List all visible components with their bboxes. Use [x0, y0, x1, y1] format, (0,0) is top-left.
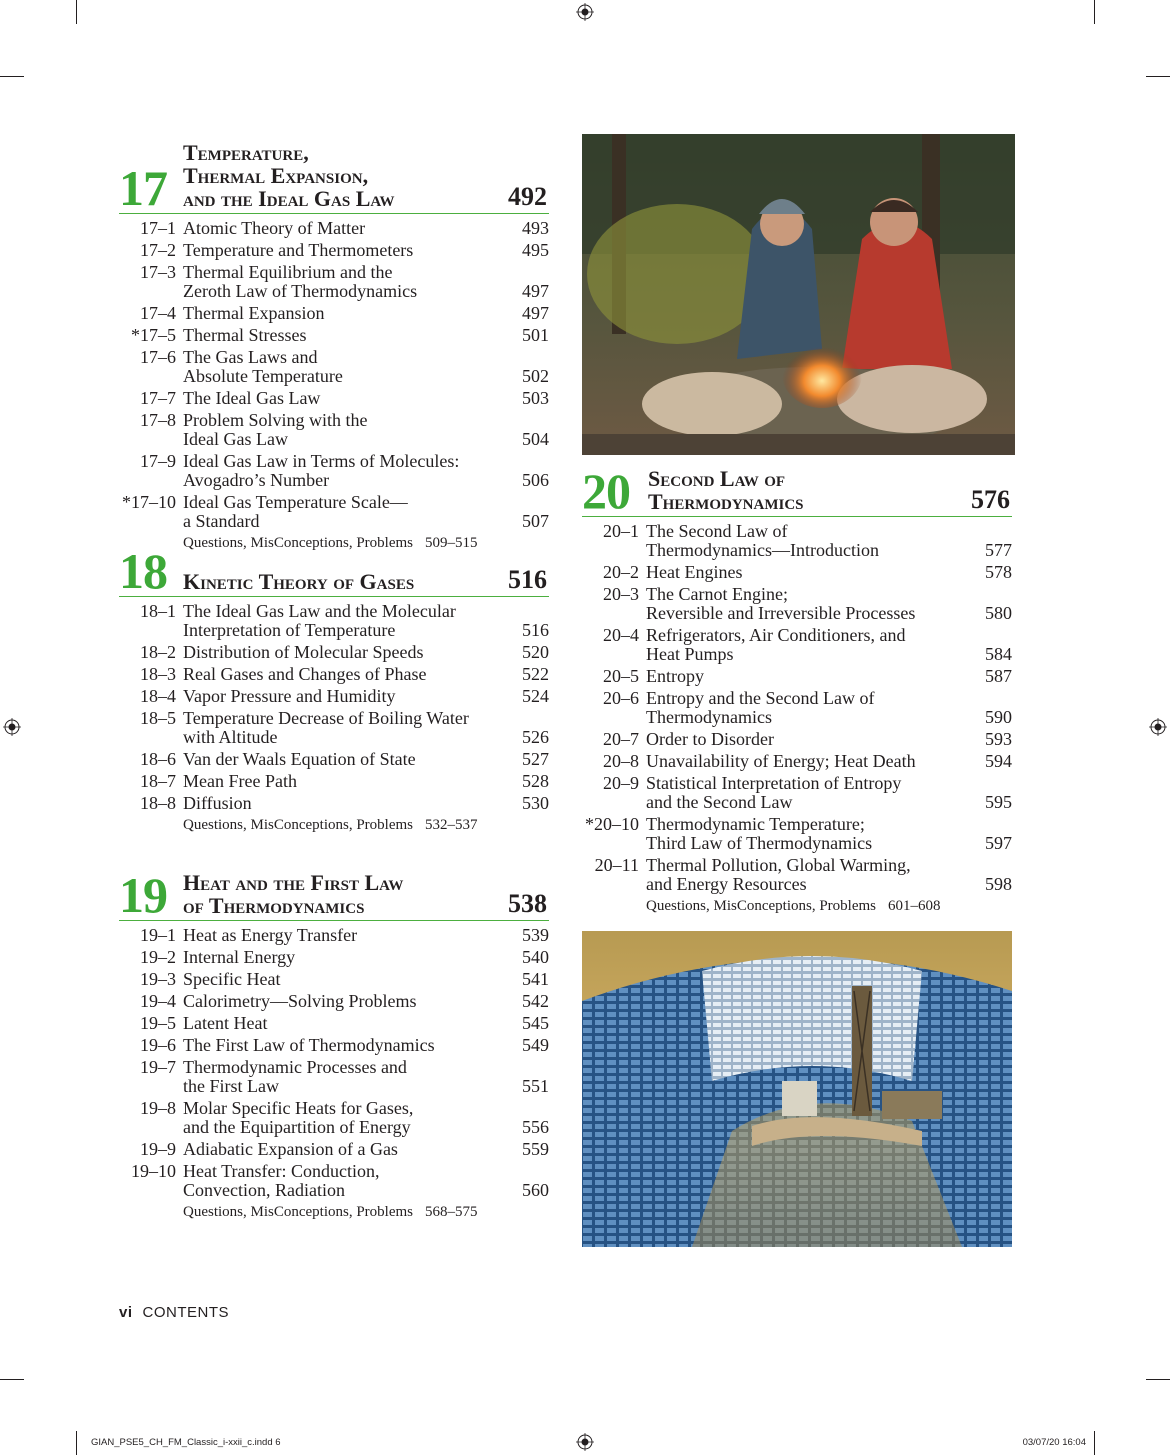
section-number: 17–9 — [140, 451, 176, 471]
section-title: and Energy Resources — [646, 874, 807, 894]
section-number: 18–2 — [140, 642, 176, 662]
chapter-heading — [582, 458, 1012, 517]
crop-mark — [0, 76, 24, 77]
section-title: Van der Waals Equation of State — [183, 749, 416, 769]
page-footer — [119, 1304, 229, 1321]
questions-pages: 601–608 — [888, 898, 941, 914]
date-slug: 03/07/20 16:04 — [1022, 1437, 1086, 1448]
chapter-page: 516 — [508, 565, 547, 594]
section-title: Heat as Energy Transfer — [183, 925, 358, 945]
section-number: 18–5 — [140, 708, 176, 728]
section-page: 559 — [522, 1139, 549, 1159]
questions-entry[interactable] — [119, 1203, 549, 1222]
section-page: 578 — [985, 562, 1012, 582]
chapter-number: 18 — [119, 543, 167, 599]
section-number: 19–6 — [140, 1035, 176, 1055]
section-page: 545 — [522, 1013, 549, 1033]
section-page: 597 — [985, 833, 1012, 853]
toc-entry[interactable] — [119, 602, 549, 640]
section-page: 551 — [522, 1076, 549, 1096]
section-title: Atomic Theory of Matter — [183, 218, 366, 238]
toc-entry[interactable] — [119, 219, 549, 238]
section-number: 17–1 — [140, 218, 176, 238]
chapter-page: 492 — [508, 182, 547, 211]
section-number: 18–4 — [140, 686, 176, 706]
section-title: Third Law of Thermodynamics — [646, 833, 873, 853]
toc-entry[interactable] — [119, 1014, 549, 1033]
section-title: Diffusion — [183, 793, 252, 813]
section-title: Distribution of Molecular Speeds — [183, 642, 424, 662]
section-number: *17–10 — [122, 492, 176, 512]
section-number: 18–3 — [140, 664, 176, 684]
section-title: Ideal Gas Law in Terms of Molecules: — [183, 451, 460, 471]
chapter-title-line: Thermal Expansion, — [183, 163, 369, 188]
section-page: 506 — [522, 470, 549, 490]
section-page: 587 — [985, 666, 1012, 686]
chapter-number: 20 — [582, 463, 630, 519]
section-page: 542 — [522, 991, 549, 1011]
toc-entry[interactable] — [119, 1036, 549, 1055]
toc-entry[interactable] — [119, 452, 549, 490]
section-page: 594 — [985, 751, 1012, 771]
section-page: 527 — [522, 749, 549, 769]
section-title: Calorimetry—Solving Problems — [183, 991, 417, 1011]
toc-entry[interactable] — [119, 794, 549, 813]
section-page: 495 — [522, 240, 549, 260]
section-title: The Carnot Engine; — [646, 584, 788, 604]
crop-mark — [1094, 1431, 1095, 1455]
chapter-heading — [119, 134, 549, 214]
section-title: Zeroth Law of Thermodynamics — [183, 281, 418, 301]
toc-entry[interactable] — [582, 626, 1012, 664]
section-title: Latent Heat — [183, 1013, 268, 1033]
chapter-title-line: Heat and the First Law — [183, 870, 404, 895]
section-title: The Second Law of — [646, 521, 788, 541]
section-number: 20–3 — [603, 584, 639, 604]
chapter-title-line: Thermodynamics — [648, 489, 804, 514]
toc-entry[interactable] — [119, 772, 549, 791]
registration-mark-icon — [1149, 718, 1167, 736]
section-page: 549 — [522, 1035, 549, 1055]
toc-entry[interactable] — [119, 411, 549, 449]
section-number: 20–6 — [603, 688, 639, 708]
section-title: Refrigerators, Air Conditioners, and — [646, 625, 906, 645]
section-number: 20–5 — [603, 666, 639, 686]
section-page: 497 — [522, 303, 549, 323]
section-page: 580 — [985, 603, 1012, 623]
section-title: Statistical Interpretation of Entropy — [646, 773, 902, 793]
toc-entry[interactable] — [582, 522, 1012, 560]
section-title: Thermodynamics—Introduction — [646, 540, 879, 560]
section-title: The Ideal Gas Law and the Molecular — [183, 601, 456, 621]
questions-label: Questions, MisConceptions, Problems — [646, 898, 877, 914]
section-number: 20–7 — [603, 729, 639, 749]
solar-tower-photo — [582, 931, 1012, 1247]
section-number: 19–7 — [140, 1057, 176, 1077]
section-title: The Ideal Gas Law — [183, 388, 321, 408]
section-label: CONTENTS — [142, 1304, 230, 1321]
section-number: 18–7 — [140, 771, 176, 791]
section-page: 530 — [522, 793, 549, 813]
crop-mark — [76, 0, 77, 24]
section-title: Avogadro’s Number — [183, 470, 330, 490]
section-page: 524 — [522, 686, 549, 706]
section-title: Specific Heat — [183, 969, 281, 989]
section-title: Thermodynamics — [646, 707, 772, 727]
toc-entry[interactable] — [119, 643, 549, 662]
section-number: 17–3 — [140, 262, 176, 282]
toc-entry[interactable] — [119, 665, 549, 684]
page-number: vi — [119, 1304, 133, 1321]
toc-entry[interactable] — [582, 585, 1012, 623]
chapter-19 — [119, 865, 549, 1222]
section-title: the First Law — [183, 1076, 279, 1096]
chapter-title — [183, 871, 403, 917]
section-page: 598 — [985, 874, 1012, 894]
questions-label: Questions, MisConceptions, Problems — [183, 817, 414, 833]
section-title: Heat Transfer: Conduction, — [183, 1161, 380, 1181]
section-title: Heat Engines — [646, 562, 743, 582]
section-title: Thermal Pollution, Global Warming, — [646, 855, 911, 875]
questions-label: Questions, MisConceptions, Problems — [183, 1204, 414, 1220]
toc-entry[interactable] — [119, 389, 549, 408]
toc-entry[interactable] — [582, 667, 1012, 686]
section-title: Ideal Gas Law — [183, 429, 288, 449]
section-number: *20–10 — [585, 814, 639, 834]
section-page: 503 — [522, 388, 549, 408]
toc-entry[interactable] — [582, 856, 1012, 894]
section-page: 507 — [522, 511, 549, 531]
right-column — [582, 458, 1012, 916]
section-number: 17–7 — [140, 388, 176, 408]
section-title: Unavailability of Energy; Heat Death — [646, 751, 916, 771]
section-title: Entropy and the Second Law of — [646, 688, 875, 708]
section-title: Convection, Radiation — [183, 1180, 345, 1200]
questions-pages: 568–575 — [425, 1204, 478, 1220]
section-number: 18–8 — [140, 793, 176, 813]
solar-field-illustration — [582, 931, 1012, 1247]
section-title: Thermodynamic Processes and — [183, 1057, 407, 1077]
section-page: 504 — [522, 429, 549, 449]
section-number: 19–5 — [140, 1013, 176, 1033]
toc-entry[interactable] — [119, 926, 549, 945]
section-number: 17–6 — [140, 347, 176, 367]
section-number: 18–1 — [140, 601, 176, 621]
toc-entry[interactable] — [582, 752, 1012, 771]
toc-entry[interactable] — [119, 1140, 549, 1159]
section-title: Vapor Pressure and Humidity — [183, 686, 396, 706]
section-number: 20–8 — [603, 751, 639, 771]
toc-entry[interactable] — [582, 815, 1012, 853]
section-number: 20–11 — [594, 855, 639, 875]
chapter-number: 19 — [119, 867, 167, 923]
section-title: Entropy — [646, 666, 704, 686]
chapter-title-line: Second Law of — [648, 466, 786, 491]
section-page: 516 — [522, 620, 549, 640]
file-slug: GIAN_PSE5_CH_FM_Classic_i-xxii_c.indd 6 — [91, 1437, 281, 1448]
crop-mark — [1146, 76, 1170, 77]
chapter-20 — [582, 458, 1012, 916]
toc-entry[interactable] — [119, 970, 549, 989]
section-number: 19–8 — [140, 1098, 176, 1118]
section-title: and the Equipartition of Energy — [183, 1117, 411, 1137]
chapter-title-line: Temperature, — [183, 140, 309, 165]
section-page: 502 — [522, 366, 549, 386]
section-page: 539 — [522, 925, 549, 945]
section-page: 526 — [522, 727, 549, 747]
toc-entry[interactable] — [119, 493, 549, 531]
questions-label: Questions, MisConceptions, Problems — [183, 535, 414, 551]
section-page: 593 — [985, 729, 1012, 749]
section-number: 20–9 — [603, 773, 639, 793]
section-title: Thermodynamic Temperature; — [646, 814, 865, 834]
chapter-title-line: and the Ideal Gas Law — [183, 186, 395, 211]
section-number: 17–2 — [140, 240, 176, 260]
chapter-title-line: Kinetic Theory of Gases — [183, 569, 415, 594]
toc-entry[interactable] — [582, 774, 1012, 812]
crop-mark — [76, 1431, 77, 1455]
toc-entry[interactable] — [582, 563, 1012, 582]
section-page: 590 — [985, 707, 1012, 727]
toc-entry[interactable] — [119, 348, 549, 386]
section-title: Real Gases and Changes of Phase — [183, 664, 427, 684]
section-page: 595 — [985, 792, 1012, 812]
section-number: *17–5 — [131, 325, 176, 345]
section-page: 520 — [522, 642, 549, 662]
section-number: 19–1 — [140, 925, 176, 945]
section-page: 522 — [522, 664, 549, 684]
section-number: 19–4 — [140, 991, 176, 1011]
section-title: Thermal Stresses — [183, 325, 307, 345]
section-number: 18–6 — [140, 749, 176, 769]
section-number: 17–4 — [140, 303, 176, 323]
chapter-title — [183, 570, 414, 593]
crop-mark — [0, 1379, 24, 1380]
section-title: Temperature Decrease of Boiling Water — [183, 708, 469, 728]
chapter-number: 17 — [119, 160, 167, 216]
section-title: Molar Specific Heats for Gases, — [183, 1098, 414, 1118]
section-page: 541 — [522, 969, 549, 989]
registration-mark-icon — [576, 3, 594, 21]
chapter-page: 576 — [971, 485, 1010, 514]
questions-entry[interactable] — [119, 816, 549, 835]
section-title: The Gas Laws and — [183, 347, 318, 367]
section-title: Order to Disorder — [646, 729, 774, 749]
section-page: 493 — [522, 218, 549, 238]
toc-entry[interactable] — [582, 730, 1012, 749]
section-number: 19–10 — [131, 1161, 176, 1181]
section-title: Ideal Gas Temperature Scale— — [183, 492, 408, 512]
section-title: Absolute Temperature — [183, 366, 343, 386]
section-title: Temperature and Thermometers — [183, 240, 414, 260]
toc-entry[interactable] — [119, 687, 549, 706]
section-title: with Altitude — [183, 727, 278, 747]
section-title: Problem Solving with the — [183, 410, 368, 430]
toc-entry[interactable] — [119, 241, 549, 260]
section-list — [119, 602, 549, 835]
registration-mark-icon — [576, 1433, 594, 1451]
questions-pages: 532–537 — [425, 817, 478, 833]
section-title: The First Law of Thermodynamics — [183, 1035, 435, 1055]
section-page: 528 — [522, 771, 549, 791]
crop-mark — [1094, 0, 1095, 24]
toc-entry[interactable] — [119, 304, 549, 323]
section-list — [582, 522, 1012, 916]
campfire-photo — [582, 134, 1015, 455]
chapter-heading — [119, 865, 549, 921]
chapter-title-line: of Thermodynamics — [183, 893, 365, 918]
section-page: 560 — [522, 1180, 549, 1200]
toc-entry[interactable] — [119, 1099, 549, 1137]
chapter-page: 538 — [508, 889, 547, 918]
questions-entry[interactable] — [582, 897, 1012, 916]
section-number: 20–1 — [603, 521, 639, 541]
chapter-17 — [119, 134, 549, 551]
section-title: Adiabatic Expansion of a Gas — [183, 1139, 398, 1159]
section-page: 497 — [522, 281, 549, 301]
registration-mark-icon — [3, 718, 21, 736]
section-title: Mean Free Path — [183, 771, 297, 791]
section-title: Heat Pumps — [646, 644, 734, 664]
toc-entry[interactable] — [582, 689, 1012, 727]
toc-entry[interactable] — [119, 1162, 549, 1200]
section-page: 556 — [522, 1117, 549, 1137]
left-column — [119, 134, 549, 1222]
crop-mark — [1146, 1379, 1170, 1380]
section-number: 19–9 — [140, 1139, 176, 1159]
chapter-title — [183, 141, 395, 210]
questions-pages: 509–515 — [425, 535, 478, 551]
toc-entry[interactable] — [119, 326, 549, 345]
section-list — [119, 926, 549, 1222]
section-title: a Standard — [183, 511, 260, 531]
section-title: and the Second Law — [646, 792, 793, 812]
section-number: 17–8 — [140, 410, 176, 430]
section-list — [119, 219, 549, 553]
section-number: 19–2 — [140, 947, 176, 967]
section-page: 577 — [985, 540, 1012, 560]
toc-entry[interactable] — [119, 992, 549, 1011]
section-title: Thermal Equilibrium and the — [183, 262, 393, 282]
section-title: Internal Energy — [183, 947, 296, 967]
chapter-title — [648, 467, 804, 513]
section-title: Reversible and Irreversible Processes — [646, 603, 916, 623]
toc-entry[interactable] — [119, 263, 549, 301]
section-number: 20–4 — [603, 625, 639, 645]
toc-entry[interactable] — [119, 750, 549, 769]
section-title: Interpretation of Temperature — [183, 620, 396, 640]
section-number: 19–3 — [140, 969, 176, 989]
toc-entry[interactable] — [119, 1058, 549, 1096]
section-page: 501 — [522, 325, 549, 345]
toc-entry[interactable] — [119, 948, 549, 967]
section-title: Thermal Expansion — [183, 303, 325, 323]
section-page: 540 — [522, 947, 549, 967]
section-number: 20–2 — [603, 562, 639, 582]
toc-entry[interactable] — [119, 709, 549, 747]
campfire-illustration — [582, 134, 1015, 455]
section-page: 584 — [985, 644, 1012, 664]
